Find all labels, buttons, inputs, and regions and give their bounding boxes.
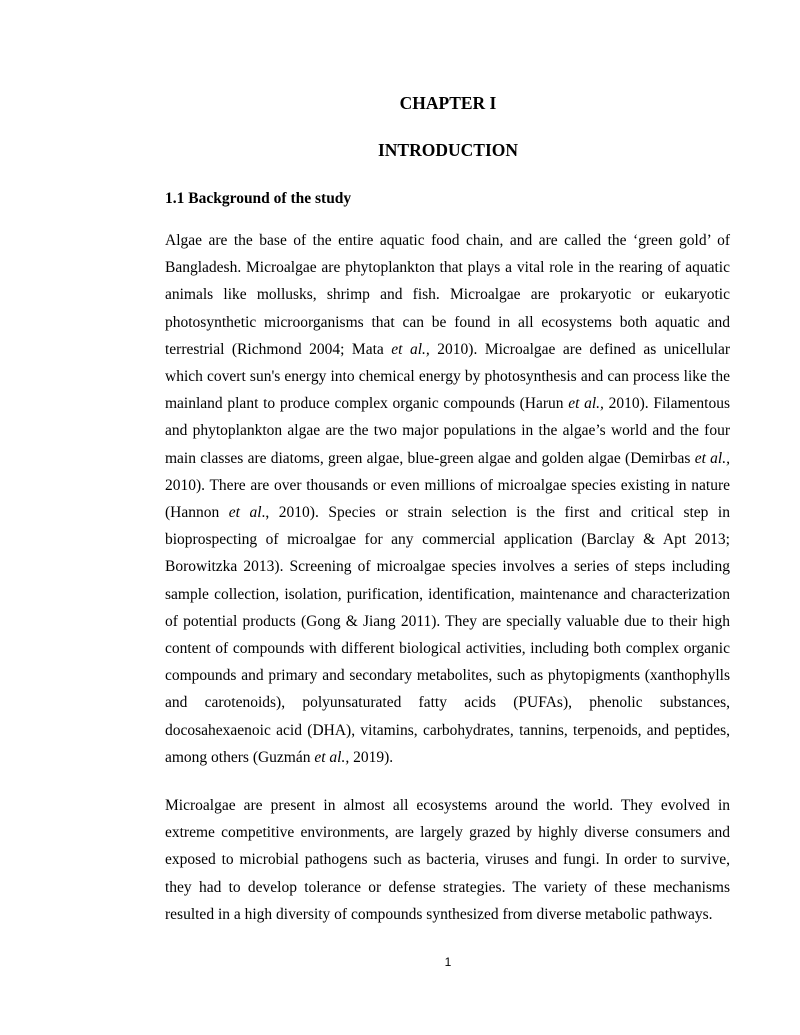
paragraph-text: Microalgae are present in almost all ecosystems around the world. They evolved in extreme competitive environments, are largely grazed by highly diverse consumers and exposed to microbial pathogens such as bacteria, viruses and fungi. In order to survive, they had to develop tolerance or defense strategies. The variety of these mechanisms resulted in a high diversity of compounds synthesized from diverse metabolic pathways. [165, 797, 730, 923]
paragraph [165, 792, 730, 928]
section-heading: 1.1 Background of the study [165, 190, 352, 207]
citation-et-al: et al., [391, 340, 430, 358]
citation-et-al: et al., [314, 748, 350, 766]
chapter-number: CHAPTER I [399, 93, 497, 113]
paragraph-text: 2010). Filamentous and phytoplankton algae are the two major populations in the algae’s world and the four main classes are diatoms, green algae, blue-green algae and golden algae (Demirbas [165, 395, 730, 467]
citation-et-al: et al [228, 504, 262, 522]
paragraph-text: 2010). There are over thousands or even millions of microalgae species existing in nature (Hannon [165, 476, 730, 522]
page-number: 1 [444, 955, 452, 969]
paragraph-text: Algae are the base of the entire aquatic food chain, and are called the ‘green gold’ of Bangladesh. Microalgae are phytoplankton that plays a vital role in the rearing of aquatic animals like mollusks, shrimp and fish. Microalgae are prokaryotic or eukaryotic photosynthetic microorganisms that can be found in all ecosystems both aquatic and terrestrial (Richmond 2004; Mata [165, 232, 730, 358]
citation-et-al: et al., [694, 449, 730, 467]
citation-et-al: et al., [568, 395, 604, 413]
chapter-title: INTRODUCTION [377, 140, 519, 160]
paragraph-text: ., 2010). Species or strain selection is the first and critical step in bioprospecting of microalgae for any commercial application (Barclay & Apt 2013; Borowitzka 2013). Screening of microalgae species involves a series of steps including sample collection, isolation, purification, identification, maintenance and characterization of potential products (Gong & Jiang 2011). They are specially valuable due to their high content of compounds with different biological activities, including both complex organic compounds and primary and secondary metabolites, such as phytopigments (xanthophylls and carotenoids), polyunsaturated fatty acids (PUFAs), phenolic substances, docosahexaenoic acid (DHA), vitamins, carbohydrates, tannins, terpenoids, and peptides, among others (Guzmán [165, 504, 730, 766]
paragraph [165, 227, 730, 771]
paragraph-text: 2019). [349, 748, 394, 766]
paragraph-text: 2010). Microalgae are defined as unicellular which covert sun's energy into chemical energy by photosynthesis and can process like the mainland plant to produce complex organic compounds (Harun [165, 340, 731, 413]
